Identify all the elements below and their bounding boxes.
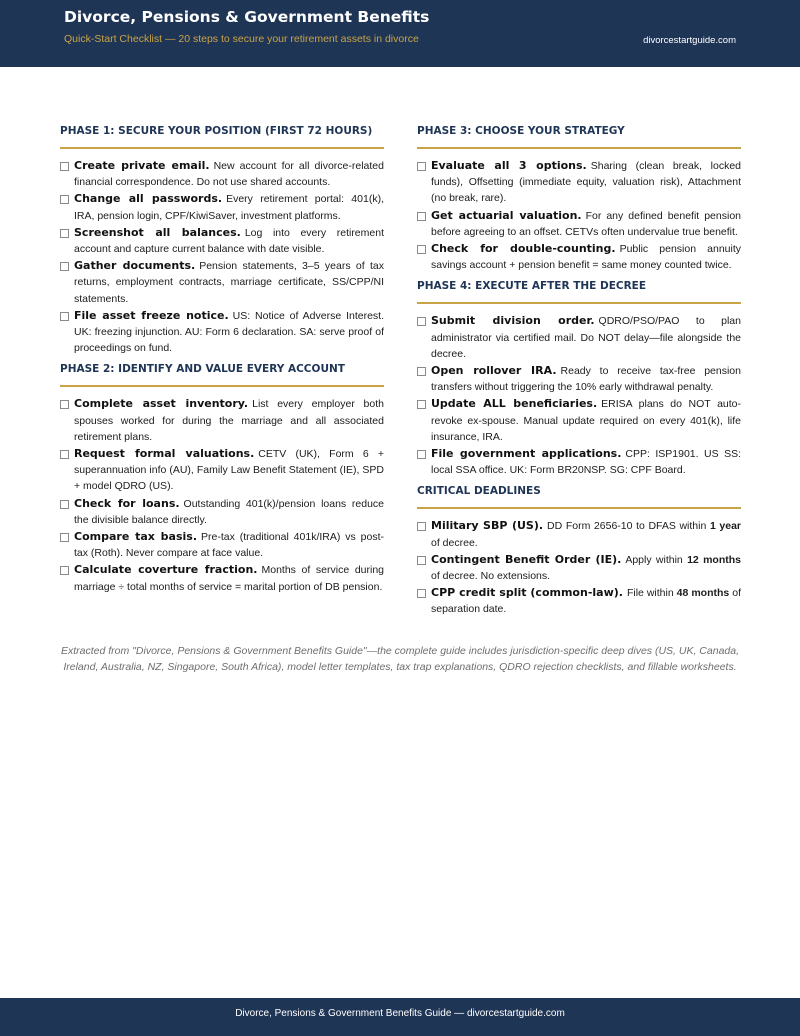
item-text: Every retirement portal: 401(k), IRA, pension login, CPF/KiwiSaver, investment platforms.	[74, 193, 384, 222]
checklist-item	[417, 518, 741, 550]
item-text: New account for all divorce-related financial correspondence. Do not use shared accounts.	[74, 160, 384, 189]
item-name: Check for loans.	[74, 496, 180, 510]
item-text: Sharing (clean break, locked funds), Offsetting (immediate equity, valuation risk), Attachment (no break, rare).	[431, 160, 742, 205]
right-column	[417, 124, 741, 624]
checklist-item	[417, 313, 741, 362]
checkbox[interactable]	[417, 589, 426, 598]
item-text: US: Notice of Adverse Interest. UK: freezing injunction. AU: Form 6 declaration. SA: serve proof of proceedings on fund.	[74, 309, 384, 355]
site-url[interactable]: divorcestartguide.com	[643, 35, 736, 46]
checklist-item	[417, 446, 741, 478]
item-name: Calculate coverture fraction.	[74, 563, 258, 577]
checkbox[interactable]	[417, 522, 426, 531]
checkbox[interactable]	[60, 400, 69, 409]
checkbox[interactable]	[417, 162, 426, 171]
item-name: Screenshot all balances.	[74, 225, 241, 239]
checklist-item	[417, 208, 741, 240]
checkbox[interactable]	[417, 367, 426, 376]
item-name: Submit division order.	[431, 314, 595, 328]
page-subtitle: Quick-Start Checklist — 20 steps to secure your retirement assets in divorce	[64, 33, 419, 45]
critical-deadlines-section	[417, 484, 741, 617]
item-name: Gather documents.	[74, 259, 196, 273]
checklist-item	[60, 158, 384, 190]
item-name: CPP credit split (common-law).	[431, 586, 623, 600]
checkbox[interactable]	[60, 450, 69, 459]
item-text: Months of service during marriage ÷ total months of service = marital portion of DB pension.	[74, 564, 385, 593]
item-name: Complete asset inventory.	[74, 397, 249, 411]
phase-heading: PHASE 2: IDENTIFY AND VALUE EVERY ACCOUNT	[60, 362, 384, 387]
phase-heading: CRITICAL DEADLINES	[417, 484, 741, 509]
checkbox[interactable]	[60, 533, 69, 542]
checkbox[interactable]	[60, 312, 69, 321]
checklist-item	[60, 308, 384, 357]
checkbox[interactable]	[417, 400, 426, 409]
page-title: Divorce, Pensions & Government Benefits	[64, 8, 430, 26]
checklist-item	[60, 225, 384, 257]
checklist-item	[417, 552, 741, 584]
checklist-item	[60, 562, 384, 594]
phase-4-section	[417, 279, 741, 478]
checklist-item	[60, 529, 384, 561]
checkbox[interactable]	[60, 500, 69, 509]
item-text: Log into every retirement account and capture current balance with date visible.	[74, 226, 384, 256]
checkbox[interactable]	[417, 212, 426, 221]
checklist-item	[60, 446, 384, 495]
checklist-item	[60, 496, 384, 528]
item-text: of decree.	[431, 536, 478, 549]
left-column	[60, 124, 384, 601]
checklist-item	[417, 241, 741, 273]
checkbox[interactable]	[417, 317, 426, 326]
checklist-item	[417, 396, 741, 445]
item-text: ERISA plans do NOT auto-revoke ex-spouse. Manual update required on every 401(k), life insurance, IRA.	[431, 398, 742, 443]
checklist-item	[417, 585, 741, 617]
item-name: File government applications.	[431, 447, 622, 461]
item-text: DD Form 2656-10 to DFAS within	[547, 520, 710, 533]
item-name: Military SBP (US).	[431, 519, 544, 533]
item-name: Compare tax basis.	[74, 530, 198, 544]
item-name: Request formal valuations.	[74, 447, 255, 461]
item-name: Evaluate all 3 options.	[431, 159, 587, 172]
checkbox[interactable]	[60, 229, 69, 238]
phase-2-section	[60, 362, 384, 594]
checkbox[interactable]	[60, 195, 69, 204]
item-text: of separation date.	[431, 587, 741, 616]
item-name: File asset freeze notice.	[74, 308, 229, 322]
checklist-item	[417, 158, 741, 207]
checkbox[interactable]	[60, 262, 69, 271]
phase-heading: PHASE 3: CHOOSE YOUR STRATEGY	[417, 124, 741, 149]
header-bar	[0, 0, 800, 67]
checklist-item	[60, 258, 384, 307]
item-text: List every employer both spouses worked for during the marriage and all associated retirement plans.	[74, 398, 384, 443]
deadline-period: 1 year	[709, 520, 741, 533]
item-text: of decree. No extensions.	[431, 570, 551, 583]
checkbox[interactable]	[417, 450, 426, 459]
item-text: CPP: ISP1901. US SS: local SSA office. UK: Form BR20NSP. SG: CPF Board.	[431, 448, 741, 477]
checklist-item	[60, 396, 384, 445]
item-text: Pension statements, 3–5 years of tax returns, employment contracts, marriage certificate, SS/CPP/NI statements.	[74, 260, 384, 305]
phase-heading: PHASE 4: EXECUTE AFTER THE DECREE	[417, 279, 741, 304]
footer-text: Divorce, Pensions & Government Benefits Guide — divorcestartguide.com	[235, 1008, 565, 1019]
item-text: For any defined benefit pension before agreeing to an offset. CETVs often undervalue true benefit.	[431, 209, 741, 238]
item-text: CETV (UK), Form 6 + superannuation info (AU), Family Law Benefit Statement (IE), SPD + model QDRO (US).	[74, 448, 384, 493]
deadline-period: 48 months	[676, 587, 730, 600]
item-name: Open rollover IRA.	[431, 364, 557, 378]
phase-heading: PHASE 1: SECURE YOUR POSITION (FIRST 72 HOURS)	[60, 124, 384, 149]
item-text: Pre-tax (traditional 401k/IRA) vs post-tax (Roth). Never compare at face value.	[74, 531, 384, 560]
footnote: Extracted from "Divorce, Pensions & Government Benefits Guide"—the complete guide includes jurisdiction-specific deep dives (US, UK, Canada, Ireland, Australia, NZ, Singapore, South Africa), model letter templates, tax trap explanations, QDRO rejection checklists, and fillable worksheets.	[60, 645, 740, 673]
item-text: Outstanding 401(k)/pension loans reduce the divisible balance directly.	[74, 497, 384, 526]
checklist-item	[60, 191, 384, 223]
item-name: Change all passwords.	[74, 192, 223, 206]
item-text: QDRO/PSO/PAO to plan administrator via certified mail. Do NOT delay—file alongside the decree.	[431, 315, 741, 360]
checkbox[interactable]	[60, 162, 69, 171]
phase-3-section	[417, 124, 741, 273]
checkbox[interactable]	[417, 245, 426, 254]
item-name: Create private email.	[74, 159, 210, 172]
checkbox[interactable]	[60, 566, 69, 575]
item-text: Apply within	[625, 553, 688, 566]
item-name: Get actuarial valuation.	[431, 208, 582, 222]
checklist-item	[417, 363, 741, 395]
item-text: File within	[626, 587, 677, 600]
phase-1-section	[60, 124, 384, 356]
item-name: Check for double-counting.	[431, 242, 616, 256]
item-text: Ready to receive tax-free pension transfers without triggering the 10% early withdrawal penalty.	[431, 365, 741, 394]
item-text: Public pension annuity savings account + pension benefit = same money counted twice.	[431, 243, 742, 272]
item-name: Update ALL beneficiaries.	[431, 397, 598, 411]
item-name: Contingent Benefit Order (IE).	[431, 552, 622, 566]
checkbox[interactable]	[417, 556, 426, 565]
deadline-period: 12 months	[687, 553, 741, 566]
footer-bar	[0, 998, 800, 1036]
